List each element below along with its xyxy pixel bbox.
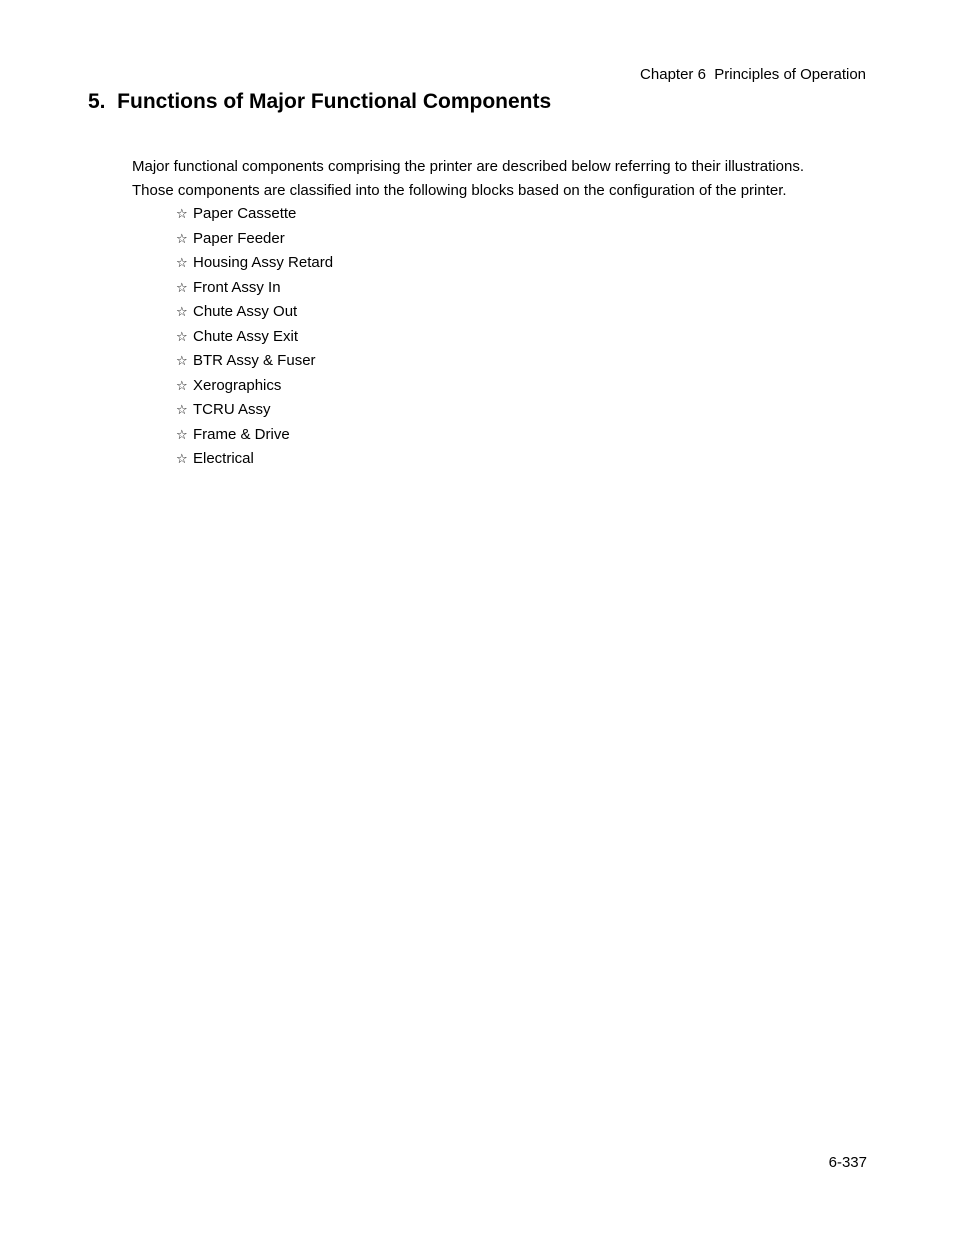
star-bullet-icon: ☆ (176, 231, 188, 247)
list-item (176, 276, 333, 301)
functional-block-list (176, 202, 333, 472)
star-bullet-icon: ☆ (176, 403, 188, 418)
list-item-label: Xerographics (193, 376, 282, 394)
list-item (176, 251, 333, 276)
list-item (176, 423, 333, 448)
list-item (176, 300, 333, 325)
star-bullet-icon: ☆ (176, 305, 188, 320)
star-bullet-icon: ☆ (176, 329, 188, 345)
list-item-label: Paper Feeder (193, 229, 285, 247)
list-item (176, 374, 333, 399)
list-item-label: Frame & Drive (193, 425, 290, 443)
star-bullet-icon: ☆ (176, 378, 188, 394)
list-item-label: Chute Assy Exit (193, 327, 299, 345)
list-item (176, 227, 333, 252)
list-item (176, 202, 333, 227)
list-item-label: Paper Cassette (193, 205, 297, 222)
list-item-label: Electrical (193, 450, 254, 467)
section-title: 5. Functions of Major Functional Components (88, 90, 552, 113)
star-bullet-icon: ☆ (176, 280, 188, 296)
intro-line: Major functional components comprising the printer are described below referring to their illustrations. (132, 158, 804, 175)
running-header: Chapter 6 Principles of Operation (640, 66, 866, 83)
intro-line: Those components are classified into the following blocks based on the configuration of the printer. (132, 181, 787, 199)
star-bullet-icon: ☆ (176, 207, 188, 222)
list-item-label: Housing Assy Retard (193, 254, 334, 271)
star-bullet-icon: ☆ (176, 452, 188, 467)
list-item (176, 398, 333, 423)
list-item (176, 325, 333, 350)
star-bullet-icon: ☆ (176, 427, 188, 443)
intro-paragraph (132, 155, 892, 202)
list-item-label: TCRU Assy (193, 401, 271, 418)
star-bullet-icon: ☆ (176, 354, 188, 369)
list-item-label: Chute Assy Out (193, 303, 298, 320)
list-item (176, 349, 333, 374)
list-item (176, 447, 333, 472)
list-item-label: Front Assy In (193, 278, 281, 296)
star-bullet-icon: ☆ (176, 256, 188, 271)
list-item-label: BTR Assy & Fuser (193, 352, 316, 369)
page-number: 6-337 (828, 1154, 867, 1171)
